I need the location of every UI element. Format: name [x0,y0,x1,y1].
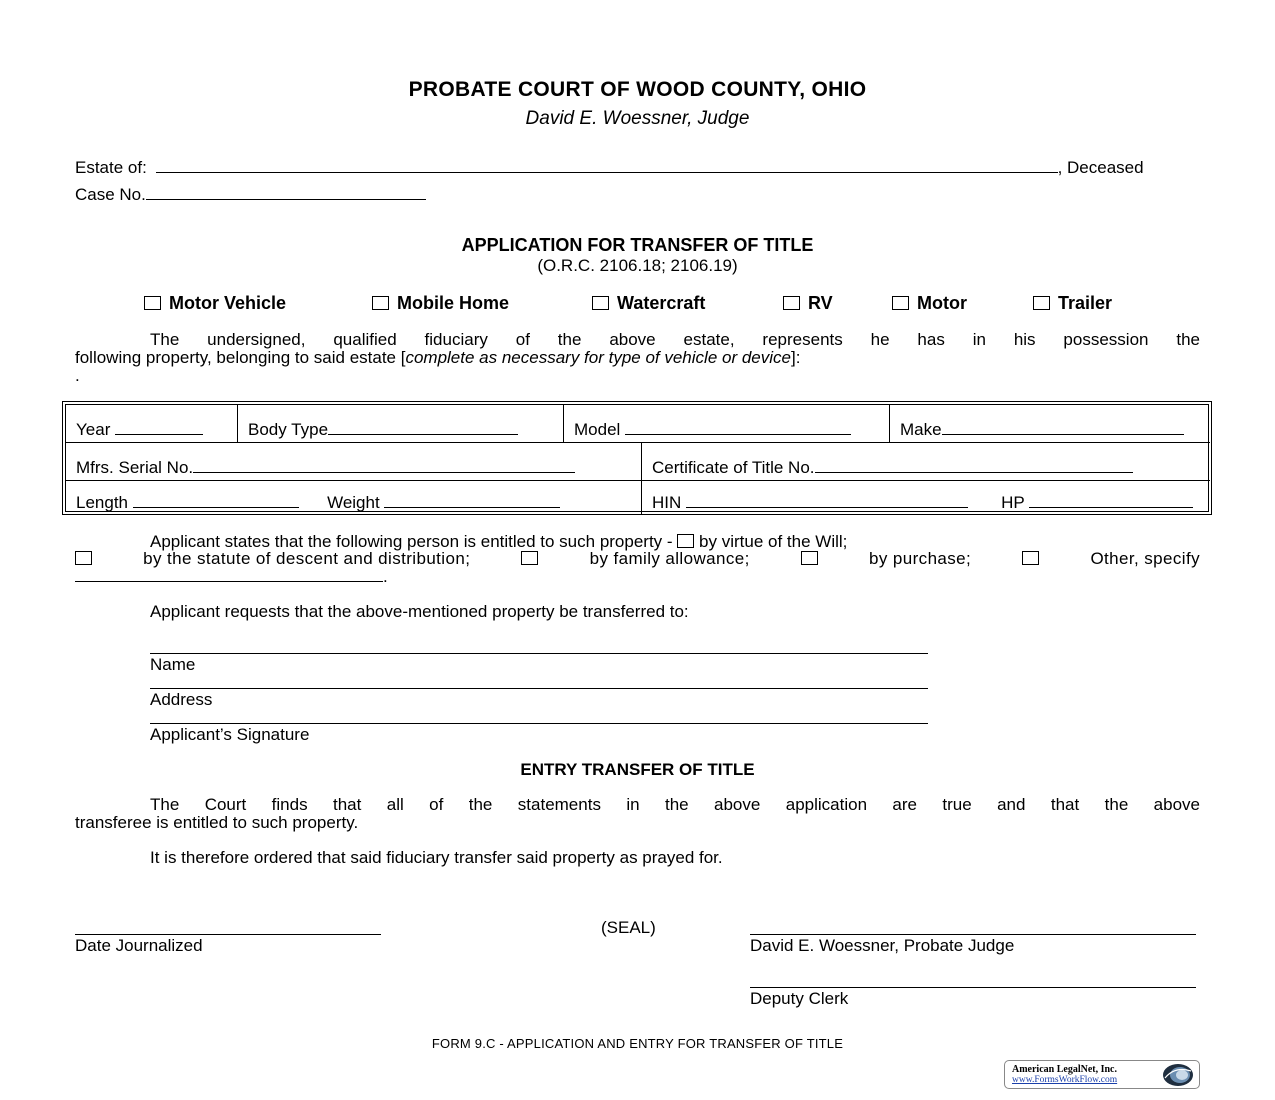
certificate-cell[interactable] [642,443,1210,481]
judge-signature-field[interactable] [750,934,1196,935]
estate-line [75,158,1200,178]
length-label: Length [76,493,128,512]
clerk-signature-label: Deputy Clerk [750,989,849,1008]
applicant-signature-label: Applicant’s Signature [150,725,310,744]
date-journalized-label: Date Journalized [75,936,203,955]
address-field[interactable] [150,688,928,689]
judge-signature-label: David E. Woessner, Probate Judge [750,936,1015,955]
intro-line-3: . [75,366,80,385]
vehicle-option-trailer[interactable]: Trailer [1033,293,1112,314]
purchase-checkbox[interactable] [801,551,818,565]
checkbox[interactable] [892,296,909,310]
weight-label: Weight [327,493,380,512]
make-cell[interactable] [890,405,1210,443]
logo-name: American LegalNet, Inc. [1012,1064,1117,1075]
entitlement-line-1: Applicant states that the following person is entitled to such property - by virtue of the Will; [150,532,848,551]
name-label: Name [150,655,196,674]
address-label: Address [150,690,213,709]
deceased-label: , Deceased [1057,158,1144,177]
model-label: Model [574,420,621,439]
serial-cell[interactable] [66,443,642,481]
entry-para-1-line-1: The Court finds that all of the statements in the above application are true and that the above [150,795,1200,814]
checkbox[interactable] [783,296,800,310]
property-table [62,401,1212,515]
entry-title: ENTRY TRANSFER OF TITLE [520,760,755,779]
entitlement-line-3: . [75,567,388,587]
property-table-inner [65,404,1209,512]
length-weight-cell[interactable] [66,481,642,515]
estate-label: Estate of: [75,158,147,177]
statute-checkbox[interactable] [75,551,92,565]
clerk-signature-field[interactable] [750,987,1196,988]
year-label: Year [76,420,111,439]
intro-line-2: following property, belonging to said estate [complete as necessary for type of vehicle or device]: [75,348,801,367]
judge-subtitle: David E. Woessner, Judge [525,108,750,129]
vehicle-option-mobile-home[interactable]: Mobile Home [372,293,509,314]
form-footer: FORM 9.C - APPLICATION AND ENTRY FOR TRANSFER OF TITLE [431,1036,844,1051]
entitlement-line-2: by the statute of descent and distribution; by family allowance; by purchase; Other, specify [75,549,1200,569]
form-statute: (O.R.C. 2106.18; 2106.19) [537,256,738,275]
vehicle-option-watercraft[interactable]: Watercraft [592,293,705,314]
entry-para-1-line-2: transferee is entitled to such property. [75,813,359,832]
date-journalized-field[interactable] [75,934,381,935]
applicant-signature-field[interactable] [150,723,928,724]
case-line [75,185,426,205]
hin-label: HIN [652,493,682,512]
checkbox[interactable] [592,296,609,310]
court-title: PROBATE COURT OF WOOD COUNTY, OHIO [408,78,867,101]
vehicle-option-motor[interactable]: Motor [892,293,967,314]
seal-label: (SEAL) [601,918,656,937]
vehicle-option-rv[interactable]: RV [783,293,833,314]
body-type-label: Body Type [248,420,329,439]
checkbox[interactable] [144,296,161,310]
request-text: Applicant requests that the above-mentioned property be transferred to: [150,602,689,621]
certificate-label: Certificate of Title No. [652,458,815,477]
name-field[interactable] [150,653,928,654]
form-title: APPLICATION FOR TRANSFER OF TITLE [461,235,814,255]
checkbox[interactable] [1033,296,1050,310]
logo-url[interactable]: www.FormsWorkFlow.com [1012,1075,1118,1085]
other-checkbox[interactable] [1022,551,1039,565]
checkbox[interactable] [372,296,389,310]
body-type-cell[interactable] [238,405,564,443]
other-specify-field[interactable] [75,567,383,582]
estate-field[interactable] [156,158,1058,173]
model-cell[interactable] [564,405,890,443]
case-label: Case No. [75,185,146,204]
vehicle-option-motor-vehicle[interactable]: Motor Vehicle [144,293,286,314]
entry-para-2: It is therefore ordered that said fiduciary transfer said property as prayed for. [150,848,723,867]
will-checkbox[interactable] [677,534,694,548]
hin-hp-cell[interactable] [642,481,1210,515]
case-number-field[interactable] [146,185,426,200]
hp-label: HP [1001,493,1025,512]
american-legalnet-logo[interactable] [1004,1060,1200,1089]
year-cell[interactable] [66,405,238,443]
globe-icon [1161,1063,1195,1087]
make-label: Make [900,420,942,439]
intro-line-1: The undersigned, qualified fiduciary of the above estate, represents he has in his possession the [150,330,1200,349]
serial-label: Mfrs. Serial No. [76,458,194,477]
allowance-checkbox[interactable] [521,551,538,565]
